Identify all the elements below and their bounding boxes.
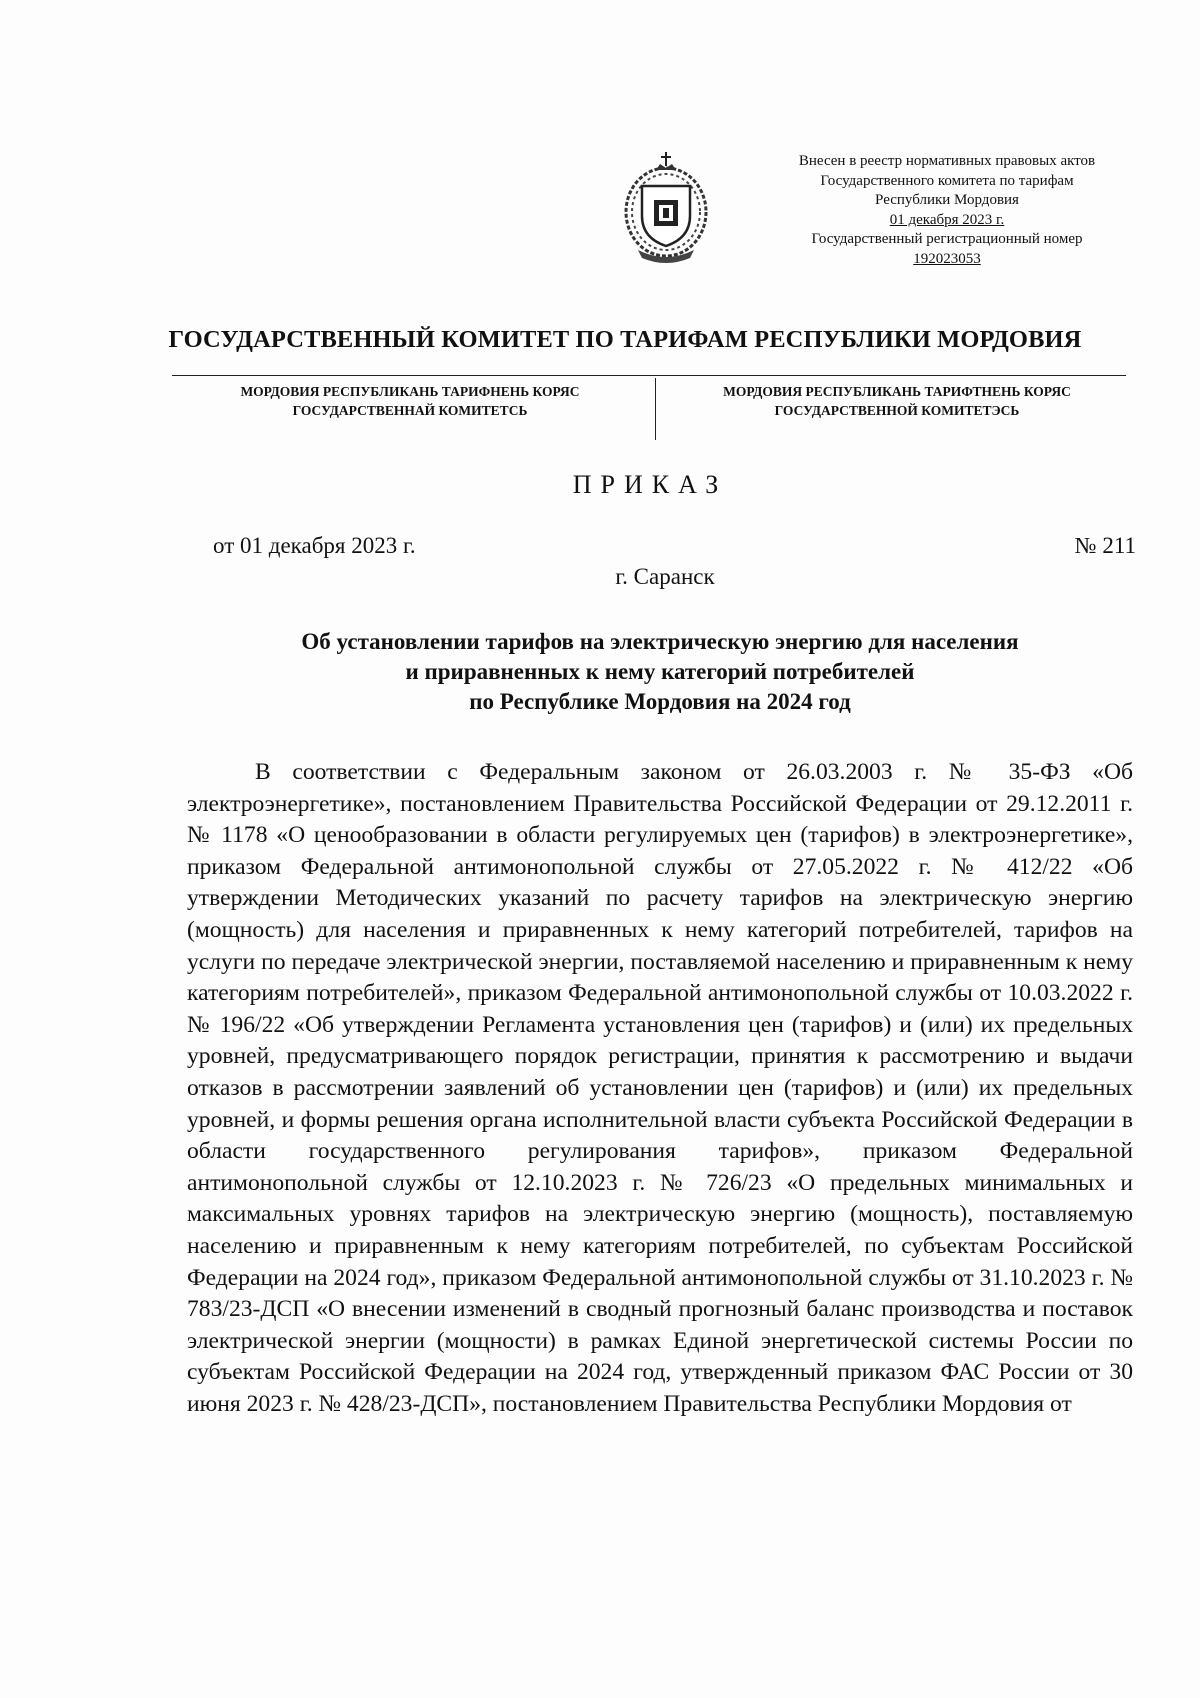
subject-line: и приравненных к нему категорий потребителей — [405, 659, 915, 684]
registry-line: Государственный регистрационный номер — [811, 231, 1083, 247]
committee-heading: ГОСУДАРСТВЕННЫЙ КОМИТЕТ ПО ТАРИФАМ РЕСПУБЛИКИ МОРДОВИЯ — [168, 326, 1082, 353]
header-divider — [172, 375, 1126, 376]
registry-line: Республики Мордовия — [875, 192, 1019, 208]
registry-line: Внесен в реестр нормативных правовых актов — [798, 153, 1096, 169]
order-number: № 211 — [1074, 533, 1136, 558]
body-paragraph: В соответствии с Федеральным законом от 26.03.2003 г. № 35-ФЗ «Об электроэнергетике», постановлением Правительства Российской Федерации от 29.12.2011 г. № 1178 «О ценообразовании в области регулируемых цен (тарифов) в электроэнергетике», приказом Федеральной антимонопольной службы от 27.05.2022 г. № 412/22 «Об утверждении Методических указаний по расчету тарифов на электрическую энергию (мощность) для населения и приравненных к нему категорий потребителей, тарифов на услуги по передаче электрической энергии, поставляемой населению и приравненным к нему категориям потребителей», приказом Федеральной антимонопольной службы от 10.03.2022 г. № 196/22 «Об утверждении Регламента установления цен (тарифов) и (или) их предельных уровней, предусматривающего порядок регистрации, принятия к рассмотрению и выдачи отказов в рассмотрении заявлений об установлении цен (тарифов) и (или) их предельных уровней, и формы решения органа исполнительной власти субъекта Российской Федерации в области государственного регулирования тарифов», приказом Федеральной антимонопольной службы от 12.10.2023 г. № 726/23 «О предельных минимальных и максимальных уровнях тарифов на электрическую энергию (мощность), поставляемую населению и приравненным к нему категориям потребителей, по субъектам Российской Федерации на 2024 год», приказом Федеральной антимонопольной службы от 31.10.2023 г. № 783/23-ДСП «О внесении изменений в сводный прогнозный баланс производства и поставок электрической энергии (мощности) в рамках Единой энергетической системы России по субъектам Российской Федерации на 2024 год, утвержденный приказом ФАС России от 30 июня 2023 г. № 428/23-ДСП», постановлением Правительства Республики Мордовия от — [187, 759, 1133, 1417]
registry-date: 01 декабря 2023 г. — [889, 211, 1005, 228]
header-column-divider — [655, 378, 656, 440]
registry-number: 192023053 — [913, 250, 981, 267]
committee-name-line: ГОСУДАРСТВЕННОЙ КОМИТЕТЭСЬ — [774, 403, 1020, 418]
committee-name-line: ГОСУДАРСТВЕННАЙ КОМИТЕТСЬ — [292, 403, 528, 418]
committee-name-moksha — [190, 382, 630, 420]
registry-line: Государственного комитета по тарифам — [820, 172, 1074, 189]
committee-name-line: МОРДОВИЯ РЕСПУБЛИКАНЬ ТАРИФНЕНЬ КОРЯС — [240, 384, 580, 399]
subject-line: по Республике Мордовия на 2024 год — [469, 689, 851, 714]
coat-of-arms-icon — [620, 150, 712, 268]
order-city: г. Саранск — [615, 564, 715, 589]
registry-note — [752, 152, 1142, 269]
committee-name-erzya — [672, 382, 1122, 420]
document-title: ПРИКАЗ — [572, 470, 728, 499]
committee-name-line: МОРДОВИЯ РЕСПУБЛИКАНЬ ТАРИФТНЕНЬ КОРЯС — [723, 384, 1071, 399]
order-date: от 01 декабря 2023 г. — [213, 533, 416, 558]
subject-line: Об установлении тарифов на электрическую энергию для населения — [301, 629, 1019, 654]
order-subject — [200, 627, 1120, 717]
